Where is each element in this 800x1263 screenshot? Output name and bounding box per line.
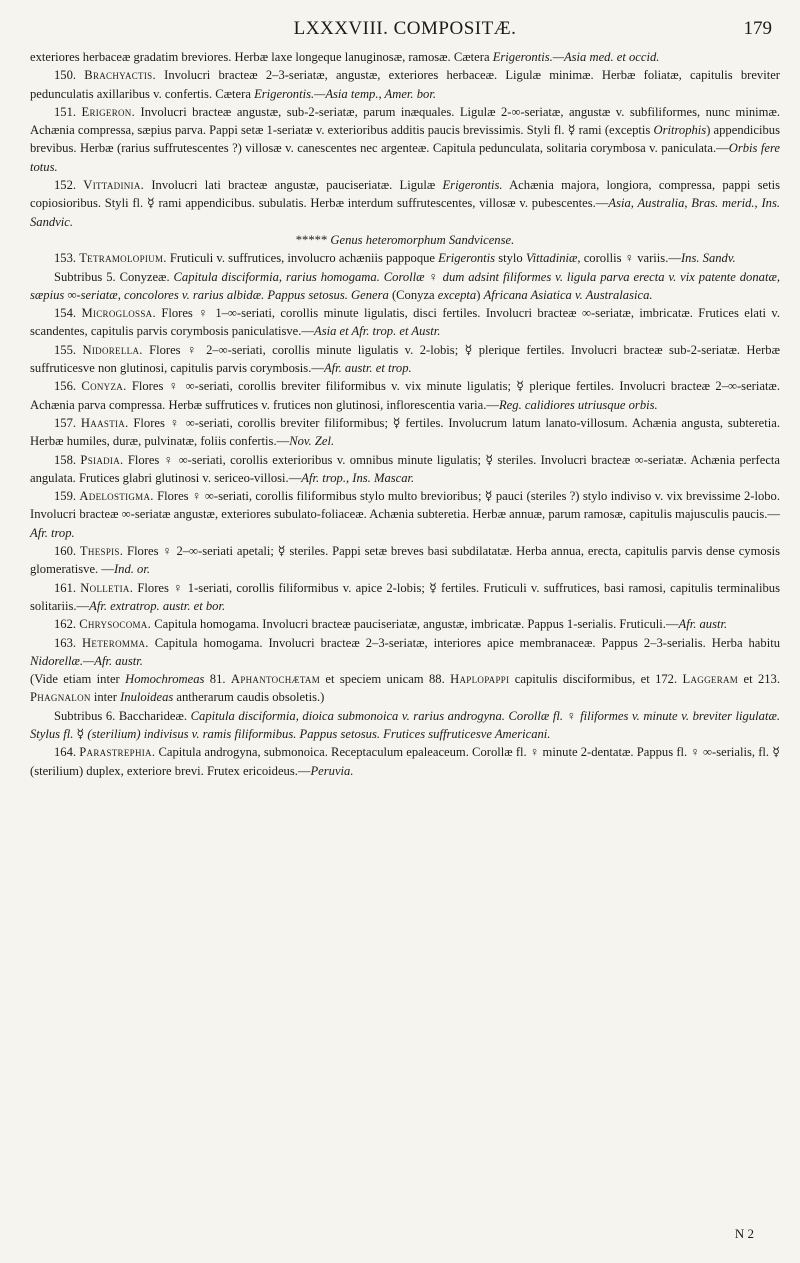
paragraph bbox=[30, 249, 780, 267]
text-run: 159. bbox=[54, 489, 80, 504]
text-run: (Vide etiam inter bbox=[30, 672, 126, 687]
text-run: et speciem unicam 88. bbox=[320, 672, 451, 687]
italic-text: Capitula disciformia, rarius homogama. Corollæ ♀ dum adsint filiformes v. ligula parva erecta v. vix patente donatæ, sæpius ∞-seriatæ, concolores v. rarius albidæ. Pappus setosus. Genera bbox=[30, 269, 780, 302]
text-run: Flores ♀ 1–∞-seriati, corollis minute ligulatis, disci fertiles. Involucri bracteæ ∞-seriatæ, imbricatæ. Frutices elati v. scandentes, capitulis parvis corymbosis paniculatisve.— bbox=[30, 306, 781, 339]
paragraph bbox=[30, 103, 780, 176]
paragraph bbox=[30, 231, 780, 249]
paragraph bbox=[30, 176, 780, 231]
page-number: 179 bbox=[743, 18, 772, 39]
genus-name: Erigeron. bbox=[81, 104, 136, 119]
italic-text: Orbis fere totus. bbox=[30, 141, 781, 174]
paragraph bbox=[30, 268, 780, 305]
italic-text: Erigerontis bbox=[438, 251, 496, 266]
text-run: Flores ♀ 1-seriati, corollis filiformibus v. apice 2-lobis; ☿ fertiles. Fruticuli v. suffrutices, basi ramosi, capitulis terminalibus solitariis.— bbox=[30, 580, 780, 613]
text-run: 162. bbox=[54, 617, 80, 632]
italic-text: Nov. Zel. bbox=[289, 434, 335, 449]
genus-name: Haastia. bbox=[80, 415, 129, 430]
genus-name: Brachyactis. bbox=[84, 68, 156, 83]
text-run: (Conyza bbox=[388, 287, 438, 302]
italic-text: Ins. Sandv. bbox=[680, 251, 736, 266]
italic-text: Afr. trop. bbox=[30, 525, 75, 540]
paragraph bbox=[30, 579, 780, 616]
text-run: Involucri bracteæ angustæ, sub-2-seriatæ, parum inæquales. Ligulæ 2-∞-seriatæ, angustæ v. subfiliformes, nunc minimæ. Achænia compressa, sæpius parva. Pappi setæ 1-seriatæ v. exterioribus additis paucis brevissimis. Styli fl. ☿ rami (exceptis bbox=[30, 104, 780, 138]
text-run: ***** bbox=[295, 232, 331, 247]
italic-text: Nidorellæ.—Afr. austr. bbox=[30, 653, 143, 668]
text-run: Capitula homogama. Involucri bracteæ pauciseriatæ, angustæ, imbricatæ. Pappus 1-serialis. Fruticuli.— bbox=[151, 617, 679, 632]
genus-name: Vittadinia. bbox=[83, 178, 145, 193]
text-run: Capitula homogama. Involucri bracteæ 2–3-seriatæ, interiores apice membranaceæ. Pappus 2–3-serialis. Herba habitu bbox=[148, 635, 780, 650]
italic-text: Africana Asiatica v. Australasica. bbox=[483, 287, 653, 302]
text-run: capitulis disciformibus, et 172. bbox=[509, 672, 683, 687]
text-run: Achænia majora, longiora, compressa, pappi setis copiosioribus. Styli fl. ☿ rami appendicibus. subulatis. Herbæ interdum suffrutescentes, villosæ v. pubescentes.— bbox=[30, 178, 780, 211]
genus-name: Phagnalon bbox=[30, 690, 91, 705]
paragraph bbox=[30, 304, 780, 341]
italic-text: Asia, Australia, Bras. merid., Ins. Sandvic. bbox=[30, 196, 781, 229]
genus-name: Conyza. bbox=[81, 379, 127, 394]
text-run: Subtribus 5. Conyzeæ. bbox=[54, 269, 174, 284]
genus-name: Haplopappi bbox=[450, 672, 510, 687]
text-run: 158. bbox=[54, 452, 81, 467]
text-run: Flores ♀ 2–∞-seriati apetali; ☿ steriles. Pappi setæ breves basi subdilatatæ. Herba annua, erecta, capitulis parvis dense cymosis glomeratisve. — bbox=[30, 544, 780, 577]
text-run: Flores ♀ 2–∞-seriati, corollis minute ligulatis v. 2-lobis; ☿ plerique fertiles. Involucri bracteæ sub-2-seriatæ. Herbæ suffruticesve non glutinosi, capitulis parvis corymbosis.— bbox=[30, 342, 780, 376]
text-run: 154. bbox=[54, 306, 82, 321]
italic-text: (sterilium) indivisus v. ramis filiformibus. Pappus setosus. Frutices suffruticesve Americani. bbox=[87, 726, 551, 741]
signature-mark: N 2 bbox=[734, 1226, 754, 1241]
text-run: ☿ bbox=[73, 726, 88, 741]
text-run: Flores ♀ ∞-seriati, corollis breviter filiformibus; ☿ fertiles. Involucrum latum lanato-villosum. Achænia angusta, subteretia. Herbæ humiles, duræ, pulvinatæ, foliis confertis.— bbox=[30, 415, 781, 449]
paragraph bbox=[30, 487, 780, 542]
paragraph bbox=[30, 66, 780, 103]
italic-text: Ind. or. bbox=[113, 562, 150, 577]
genus-name: Nolletia. bbox=[80, 580, 134, 595]
genus-name: Microglossa. bbox=[81, 306, 156, 321]
italic-text: Homochromeas bbox=[125, 672, 205, 687]
page-body bbox=[30, 48, 780, 780]
paragraph bbox=[30, 377, 780, 414]
genus-name: Adelostigma. bbox=[79, 489, 154, 504]
text-run: et 213. bbox=[738, 672, 780, 687]
paragraph bbox=[30, 414, 780, 451]
genus-name: Aphantochætam bbox=[230, 672, 321, 687]
genus-name: Chrysocoma. bbox=[79, 617, 152, 632]
paragraph bbox=[30, 670, 780, 707]
text-run: 155. bbox=[54, 342, 83, 357]
text-run: 160. bbox=[54, 544, 80, 559]
genus-name: Nidorella. bbox=[82, 342, 143, 357]
italic-text: Erigerontis.—Asia med. et occid. bbox=[492, 50, 660, 64]
text-run: Fruticuli v. suffrutices, involucro achæniis pappoque bbox=[166, 251, 439, 266]
text-run: ) bbox=[476, 287, 484, 302]
text-run: exteriores herbaceæ gradatim breviores. Herbæ laxe longeque lanuginosæ, ramosæ. Cætera bbox=[30, 50, 493, 64]
paragraph bbox=[30, 707, 780, 744]
text-run: Flores ♀ ∞-seriati, corollis breviter filiformibus v. vix minute ligulatis; ☿ plerique fertiles. Involucri bracteæ 2–∞-seriatæ. Achænia parva compressa. Herbæ suffrutices v. frutices non glutinosi, inflorescentia varia.— bbox=[30, 379, 780, 412]
paragraph bbox=[30, 634, 780, 671]
running-header bbox=[30, 14, 780, 48]
text-run: Flores ♀ ∞-seriati, corollis exterioribus v. omnibus minute ligulatis; ☿ steriles. Involucri bracteæ ∞-seriatæ. Achænia perfecta angulata. Frutices glabri glutinosi v. sericeo-villosi.— bbox=[30, 452, 780, 485]
text-run: ) appendicibus brevibus. Herbæ (rarius suffrutescentes ?) villosæ v. canescentes nec argenteæ. Capitula pedunculata, solitaria corymbosa v. paniculata.— bbox=[30, 123, 780, 156]
genus-name: Heteromma. bbox=[82, 635, 149, 650]
text-run: 164. bbox=[54, 745, 80, 760]
text-run: 161. bbox=[54, 580, 81, 595]
text-run: Involucri bracteæ 2–3-seriatæ, angustæ, exteriores herbaceæ. Ligulæ minimæ. Herbæ foliatæ, capitulis breviter pedunculatis axillaribus v. confertis. Cætera bbox=[30, 68, 780, 101]
italic-text: Afr. austr. et trop. bbox=[323, 361, 412, 376]
genus-name: Psiadia. bbox=[80, 452, 124, 467]
paragraph bbox=[30, 451, 780, 488]
text-run: 153. bbox=[54, 251, 80, 266]
genus-name: Parastrephia. bbox=[79, 745, 156, 760]
text-run: 151. bbox=[54, 104, 82, 119]
text-run: antherarum caudis obsoletis.) bbox=[173, 690, 325, 705]
paragraph bbox=[30, 341, 780, 378]
italic-text: Asia et Afr. trop. et Austr. bbox=[314, 324, 441, 339]
italic-text: Afr. extratrop. austr. et bor. bbox=[89, 598, 226, 613]
text-run: inter bbox=[90, 690, 121, 705]
paragraph bbox=[30, 48, 780, 66]
text-run: Subtribus 6. Baccharideæ. bbox=[54, 708, 191, 723]
genus-name: Thespis. bbox=[79, 544, 124, 559]
text-run: 157. bbox=[54, 415, 81, 430]
italic-text: Oritrophis bbox=[653, 123, 707, 138]
text-run: 150. bbox=[54, 68, 85, 83]
italic-text: Genus heteromorphum Sandvicense. bbox=[330, 232, 515, 247]
text-run: Involucri lati bracteæ angustæ, pauciseriatæ. Ligulæ bbox=[144, 178, 443, 193]
text-run: 152. bbox=[54, 178, 84, 193]
paragraph bbox=[30, 743, 780, 780]
italic-text: Afr. trop., Ins. Mascar. bbox=[301, 470, 415, 485]
text-run: 81. bbox=[204, 672, 231, 687]
italic-text: excepta bbox=[437, 287, 477, 302]
paragraph bbox=[30, 542, 780, 579]
italic-text: Afr. austr. bbox=[678, 617, 728, 632]
text-run: Flores ♀ ∞-seriati, corollis filiformibus stylo multo brevioribus; ☿ pauci (steriles ?) stylo indiviso v. vix brevissime 2-lobo. Involucri bracteæ ∞-seriatæ angustæ, exteriores subulato-foliaceæ. Achænia subteretia. Herbæ annuæ, parum ramosæ, capitulis majusculis paucis.— bbox=[30, 489, 780, 522]
text-run: ♀ bbox=[563, 708, 581, 723]
genus-name: Laggeram bbox=[682, 672, 739, 687]
running-title: LXXXVIII. COMPOSITÆ. bbox=[293, 18, 517, 39]
text-run: 156. bbox=[54, 379, 82, 394]
text-run: corollis ♀ variis.— bbox=[580, 251, 681, 266]
text-run: 163. bbox=[54, 635, 83, 650]
genus-name: Tetramolopium. bbox=[79, 251, 167, 266]
italic-text: Vittadiniæ, bbox=[525, 251, 581, 266]
italic-text: Peruvia. bbox=[310, 763, 354, 778]
italic-text: Erigerontis.—Asia temp., Amer. bor. bbox=[254, 86, 436, 101]
text-run: stylo bbox=[495, 251, 526, 266]
italic-text: Erigerontis. bbox=[442, 178, 503, 193]
italic-text: Inuloideas bbox=[120, 690, 174, 705]
italic-text: Reg. calidiores utriusque orbis. bbox=[498, 397, 658, 412]
text-run: Capitula androgyna, submonoica. Receptaculum epaleaceum. Corollæ fl. ♀ minute 2-dentatæ. Pappus fl. ♀ ∞-serialis, fl. ☿ (sterilium) duplex, exteriore brevi. Frutex ericoideus.— bbox=[30, 745, 780, 778]
paragraph bbox=[30, 615, 780, 633]
italic-text: filiformes v. minute v. breviter ligulatæ. Stylus fl. bbox=[30, 708, 780, 741]
italic-text: Capitula disciformia, dioica submonoica v. rarius androgyna. Corollæ fl. bbox=[190, 708, 564, 723]
